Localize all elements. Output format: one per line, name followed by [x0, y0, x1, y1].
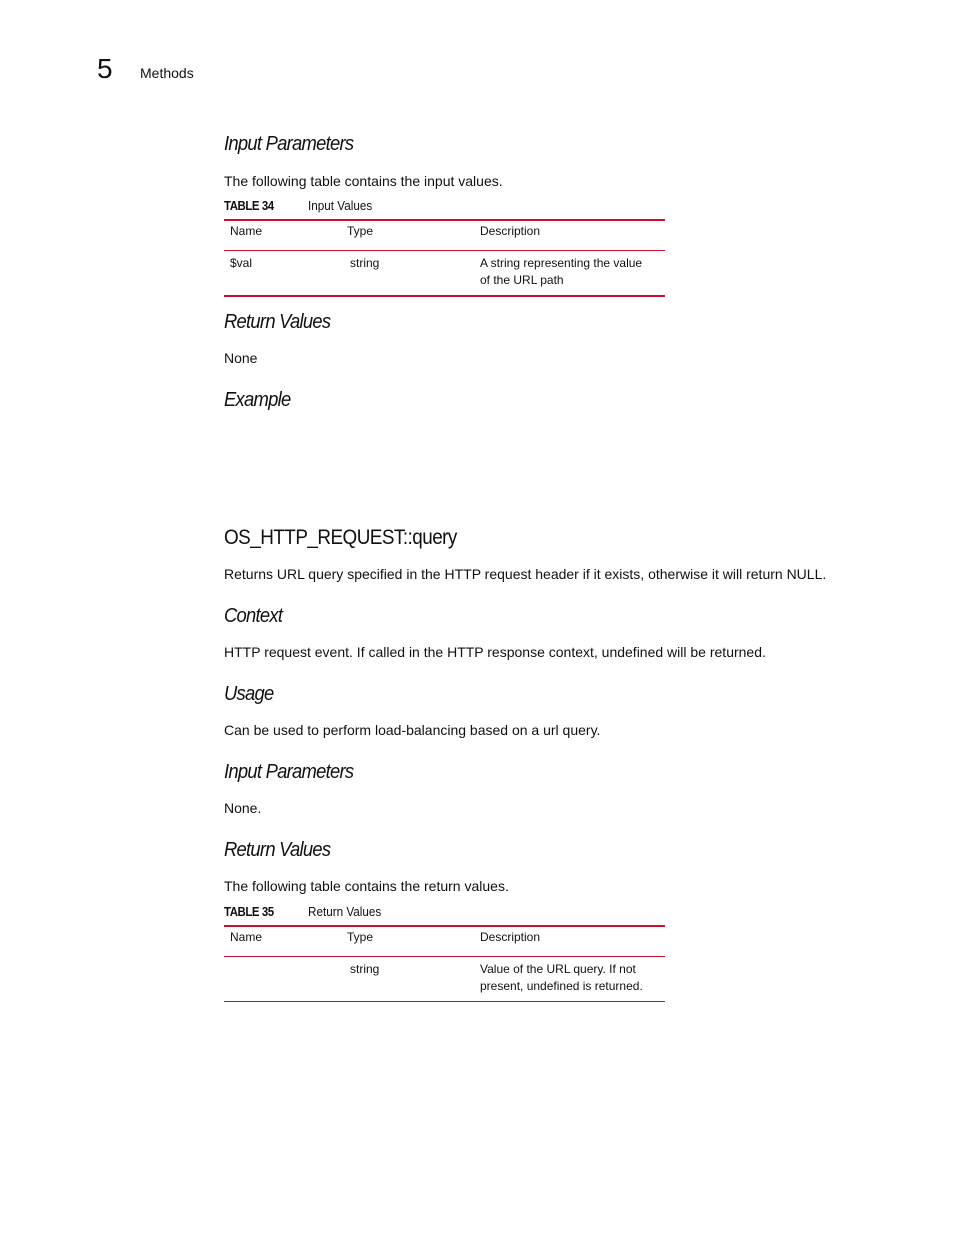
- table-35-number: TABLE 35: [224, 904, 274, 919]
- method-summary: Returns URL query specified in the HTTP request header if it exists, otherwise it will return NULL.: [224, 566, 827, 582]
- cell-name: [224, 957, 341, 1002]
- cell-description-line1: Value of the URL query. If not: [480, 962, 636, 976]
- return-values-intro: The following table contains the return values.: [224, 878, 509, 894]
- table-header-row: [224, 220, 665, 251]
- cell-type: string: [341, 251, 474, 297]
- usage-text: Can be used to perform load-balancing based on a url query.: [224, 722, 601, 738]
- column-header-type: Type: [341, 926, 474, 957]
- cell-description: [474, 251, 665, 297]
- table-35-title: Return Values: [308, 904, 382, 919]
- cell-type: string: [341, 957, 474, 1002]
- method-title: OS_HTTP_REQUEST::query: [224, 526, 457, 549]
- table-34-number: TABLE 34: [224, 198, 274, 213]
- usage-heading: Usage: [224, 683, 274, 705]
- table-header-row: [224, 926, 665, 957]
- cell-description-line2: of the URL path: [480, 273, 564, 287]
- context-text: HTTP request event. If called in the HTTP response context, undefined will be returned.: [224, 644, 766, 660]
- context-heading: Context: [224, 605, 283, 627]
- input-parameters-heading-2: Input Parameters: [224, 761, 354, 783]
- column-header-description: Description: [474, 926, 665, 957]
- cell-description-line1: A string representing the value: [480, 256, 643, 270]
- table-34-caption: [224, 198, 379, 213]
- column-header-type: Type: [341, 220, 474, 251]
- return-values-text: None: [224, 350, 258, 366]
- cell-description-line2: present, undefined is returned.: [480, 979, 643, 993]
- table-35-caption: [224, 904, 389, 919]
- example-heading: Example: [224, 389, 291, 411]
- input-values-table: [224, 219, 665, 297]
- input-parameters-text: None.: [224, 800, 262, 816]
- chapter-title: Methods: [140, 65, 194, 81]
- chapter-number: 5: [97, 53, 113, 84]
- input-values-intro: The following table contains the input values.: [224, 173, 503, 189]
- return-values-heading: Return Values: [224, 311, 331, 333]
- return-values-heading-2: Return Values: [224, 839, 331, 861]
- input-parameters-heading: Input Parameters: [224, 133, 354, 155]
- table-34-title: Input Values: [308, 198, 373, 213]
- column-header-name: Name: [224, 926, 341, 957]
- column-header-description: Description: [474, 220, 665, 251]
- column-header-name: Name: [224, 220, 341, 251]
- cell-description: [474, 957, 665, 1002]
- table-row: [224, 957, 665, 1002]
- return-values-table: [224, 925, 665, 1002]
- cell-name: $val: [224, 251, 341, 297]
- table-row: [224, 251, 665, 297]
